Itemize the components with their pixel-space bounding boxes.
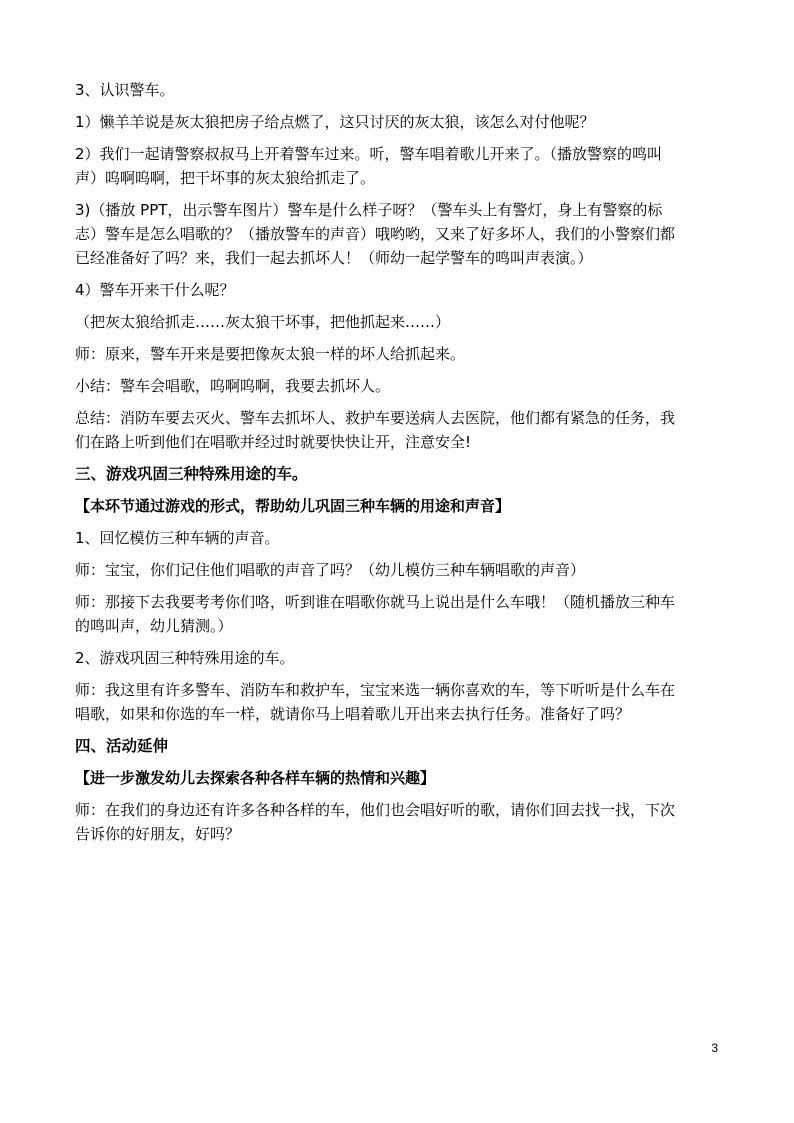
text-line: 志）警车是怎么唱歌的？（播放警车的声音）哦哟哟，又来了好多坏人，我们的小警察们都: [75, 225, 676, 243]
text-line: 2、游戏巩固三种特殊用途的车。: [75, 649, 295, 667]
paragraph-s3-1: [75, 526, 725, 550]
text-line: （把灰太狼给抓走……灰太狼干坏事，把他抓起来……）: [75, 313, 451, 331]
paragraph-item-3-3: [75, 198, 725, 270]
section-3-note-block: [75, 494, 725, 518]
text-line: 1）懒羊羊说是灰太狼把房子给点燃了，这只讨厌的灰太狼，该怎么对付他呢？: [75, 113, 595, 131]
text-line: 师：在我们的身边还有许多各种各样的车，他们也会唱好听的歌，请你们回去找一找，下次: [75, 801, 676, 819]
text-line: 已经准备好了吗？来，我们一起去抓坏人！（师幼一起学警车的鸣叫声表演。）: [75, 249, 593, 267]
text-line: 师：宝宝，你们记住他们唱歌的声音了吗？（幼儿模仿三种车辆唱歌的声音）: [75, 561, 586, 579]
section-3-heading-block: [75, 462, 725, 486]
paragraph-item-3-1: [75, 110, 725, 134]
text-line: 师：我这里有许多警车、消防车和救护车，宝宝来选一辆你喜欢的车，等下听听是什么车在: [75, 681, 676, 699]
text-line: 师：原来，警车开来是要把像灰太狼一样的坏人给抓起来。: [75, 345, 466, 363]
paragraph-s3-2: [75, 558, 725, 582]
text-line: 总结：消防车要去灭火、警车去抓坏人、救护车要送病人去医院，他们都有紧急的任务，我: [75, 409, 676, 427]
paragraph-small-summary: [75, 374, 725, 398]
text-line: 2）我们一起请警察叔叔马上开着警车过来。听，警车唱着歌儿开来了。（播放警察的鸣叫: [75, 145, 663, 163]
text-line: 声）呜啊呜啊，把干坏事的灰太狼给抓走了。: [75, 169, 376, 187]
paragraph-s3-3: [75, 590, 725, 638]
paragraph-s4-1: [75, 798, 725, 846]
text-line: 告诉你的好朋友，好吗？: [75, 825, 241, 843]
text-line: 4）警车开来干什么呢？: [75, 281, 235, 299]
text-line: 1、回忆模仿三种车辆的声音。: [75, 529, 280, 547]
section-4-note-block: [75, 766, 725, 790]
paragraph-s3-4: [75, 646, 725, 670]
section-note: 【本环节通过游戏的形式，帮助幼儿巩固三种车辆的用途和声音】: [75, 497, 511, 515]
page-number: 3: [711, 1041, 718, 1055]
paragraph-section-item-3: [75, 78, 725, 102]
paragraph-item-3-4: [75, 278, 725, 302]
text-line: 师：那接下去我要考考你们咯，听到谁在唱歌你就马上说出是什么车哦！（随机播放三种车: [75, 593, 676, 611]
text-line: 的鸣叫声，幼儿猜测。）: [75, 617, 233, 635]
paragraph-s3-5: [75, 678, 725, 726]
paragraph-answer: [75, 310, 725, 334]
document-body: [75, 78, 725, 854]
section-heading: 四、活动延伸: [75, 737, 169, 755]
text-line: 3、认识警车。: [75, 81, 175, 99]
section-4-heading-block: [75, 734, 725, 758]
section-note: 【进一步激发幼儿去探索各种各样车辆的热情和兴趣】: [75, 769, 436, 787]
paragraph-item-3-2: [75, 142, 725, 190]
paragraph-summary: [75, 406, 725, 454]
section-heading: 三、游戏巩固三种特殊用途的车。: [75, 465, 308, 483]
paragraph-teacher: [75, 342, 725, 366]
text-line: 唱歌，如果和你选的车一样，就请你马上唱着歌儿开出来去执行任务。准备好了吗？: [75, 705, 631, 723]
text-line: 3)（播放 PPT，出示警车图片）警车是什么样子呀？（警车头上有警灯，身上有警察的标: [75, 201, 663, 219]
text-line: 们在路上听到他们在唱歌并经过时就要快快让开，注意安全!: [75, 433, 472, 451]
text-line: 小结：警车会唱歌，呜啊呜啊，我要去抓坏人。: [75, 377, 391, 395]
